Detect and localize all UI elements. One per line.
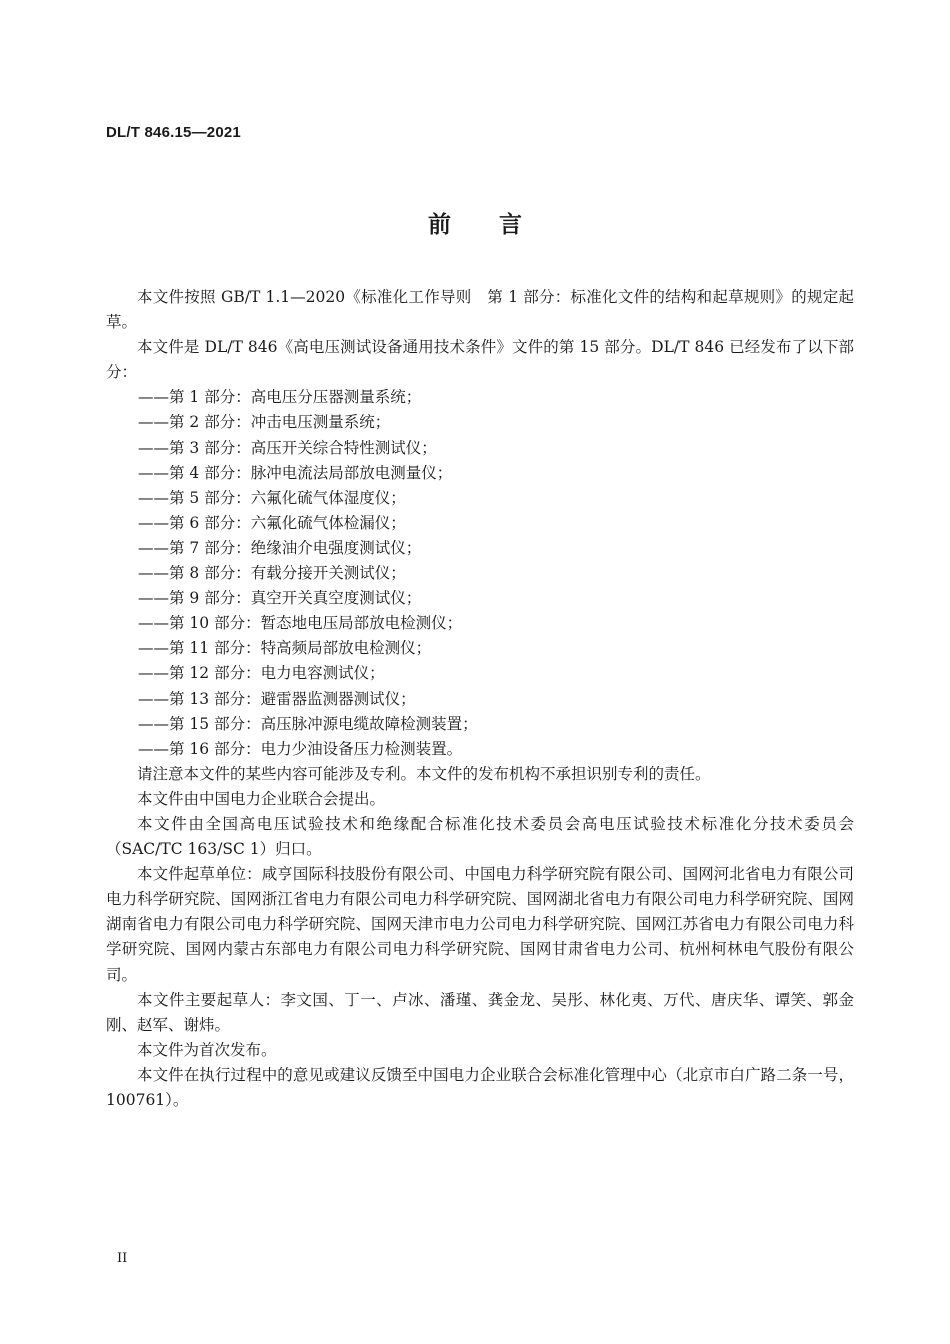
paragraph-drafters: 本文件主要起草人：李文国、丁一、卢冰、潘瑾、龚金龙、吴彤、林化夷、万代、唐庆华、谭笑、郭金刚、赵军、谢炜。 (106, 990, 854, 1034)
paragraph-drafting-units: 本文件起草单位：咸亨国际科技股份有限公司、中国电力科学研究院有限公司、国网河北省电力有限公司电力科学研究院、国网浙江省电力有限公司电力科学研究院、国网湖北省电力有限公司电力科学研究院、国网湖南省电力有限公司电力科学研究院、国网天津市电力公司电力科学研究院、国网江苏省电力有限公司电力科学研究院、国网内蒙古东部电力有限公司电力科学研究院、国网甘肃省电力公司、杭州柯林电气股份有限公司。 (106, 865, 854, 984)
title-char-2: 言 (499, 212, 522, 238)
paragraph-drafting-rules: 本文件按照 GB/T 1.1—2020《标准化工作导则 第 1 部分：标准化文件的结构和起草规则》的规定起草。 (106, 288, 854, 332)
list-item: ——第 9 部分：真空开关真空度测试仪； (138, 589, 422, 608)
paragraph-administration: 本文件由全国高电压试验技术和绝缘配合标准化技术委员会高电压试验技术标准化分技术委员会（SAC/TC 163/SC 1）归口。 (106, 814, 854, 859)
list-item: ——第 1 部分：高电压分压器测量系统； (138, 388, 422, 407)
list-item: ——第 4 部分：脉冲电流法局部放电测量仪； (138, 463, 453, 482)
list-item: ——第 11 部分：特高频局部放电检测仪； (138, 639, 432, 658)
paragraph-first-release: 本文件为首次发布。 (137, 1040, 277, 1059)
list-item: ——第 7 部分：绝缘油介电强度测试仪； (138, 538, 422, 557)
list-item: ——第 3 部分：高压开关综合特性测试仪； (138, 438, 437, 457)
section-title (0, 206, 950, 239)
document-code: DL/T 846.15—2021 (106, 124, 241, 141)
paragraph-feedback: 本文件在执行过程中的意见或建议反馈至中国电力企业联合会标准化管理中心（北京市白广路二条一号，100761）。 (106, 1065, 854, 1109)
list-item: ——第 16 部分：电力少油设备压力检测装置。 (138, 739, 463, 758)
foreword-body (106, 285, 854, 1113)
paragraph-proposer: 本文件由中国电力企业联合会提出。 (137, 789, 386, 808)
list-item: ——第 10 部分：暂态地电压局部放电检测仪； (138, 614, 463, 633)
parts-list (106, 385, 854, 761)
title-char-1: 前 (428, 212, 451, 238)
list-item: ——第 13 部分：避雷器监测器测试仪； (138, 689, 416, 708)
paragraph-series-intro: 本文件是 DL/T 846《高电压测试设备通用技术条件》文件的第 15 部分。DL/T 846 已经发布了以下部分： (106, 338, 854, 382)
list-item: ——第 15 部分：高压脉冲源电缆故障检测装置； (138, 714, 478, 733)
list-item: ——第 5 部分：六氟化硫气体湿度仪； (138, 488, 406, 507)
page-number: II (117, 1251, 128, 1266)
list-item: ——第 6 部分：六氟化硫气体检漏仪； (138, 513, 406, 532)
list-item: ——第 2 部分：冲击电压测量系统； (138, 413, 391, 432)
paragraph-patent-notice: 请注意本文件的某些内容可能涉及专利。本文件的发布机构不承担识别专利的责任。 (137, 764, 711, 783)
list-item: ——第 12 部分：电力电容测试仪； (138, 664, 385, 683)
list-item: ——第 8 部分：有载分接开关测试仪； (138, 564, 406, 583)
